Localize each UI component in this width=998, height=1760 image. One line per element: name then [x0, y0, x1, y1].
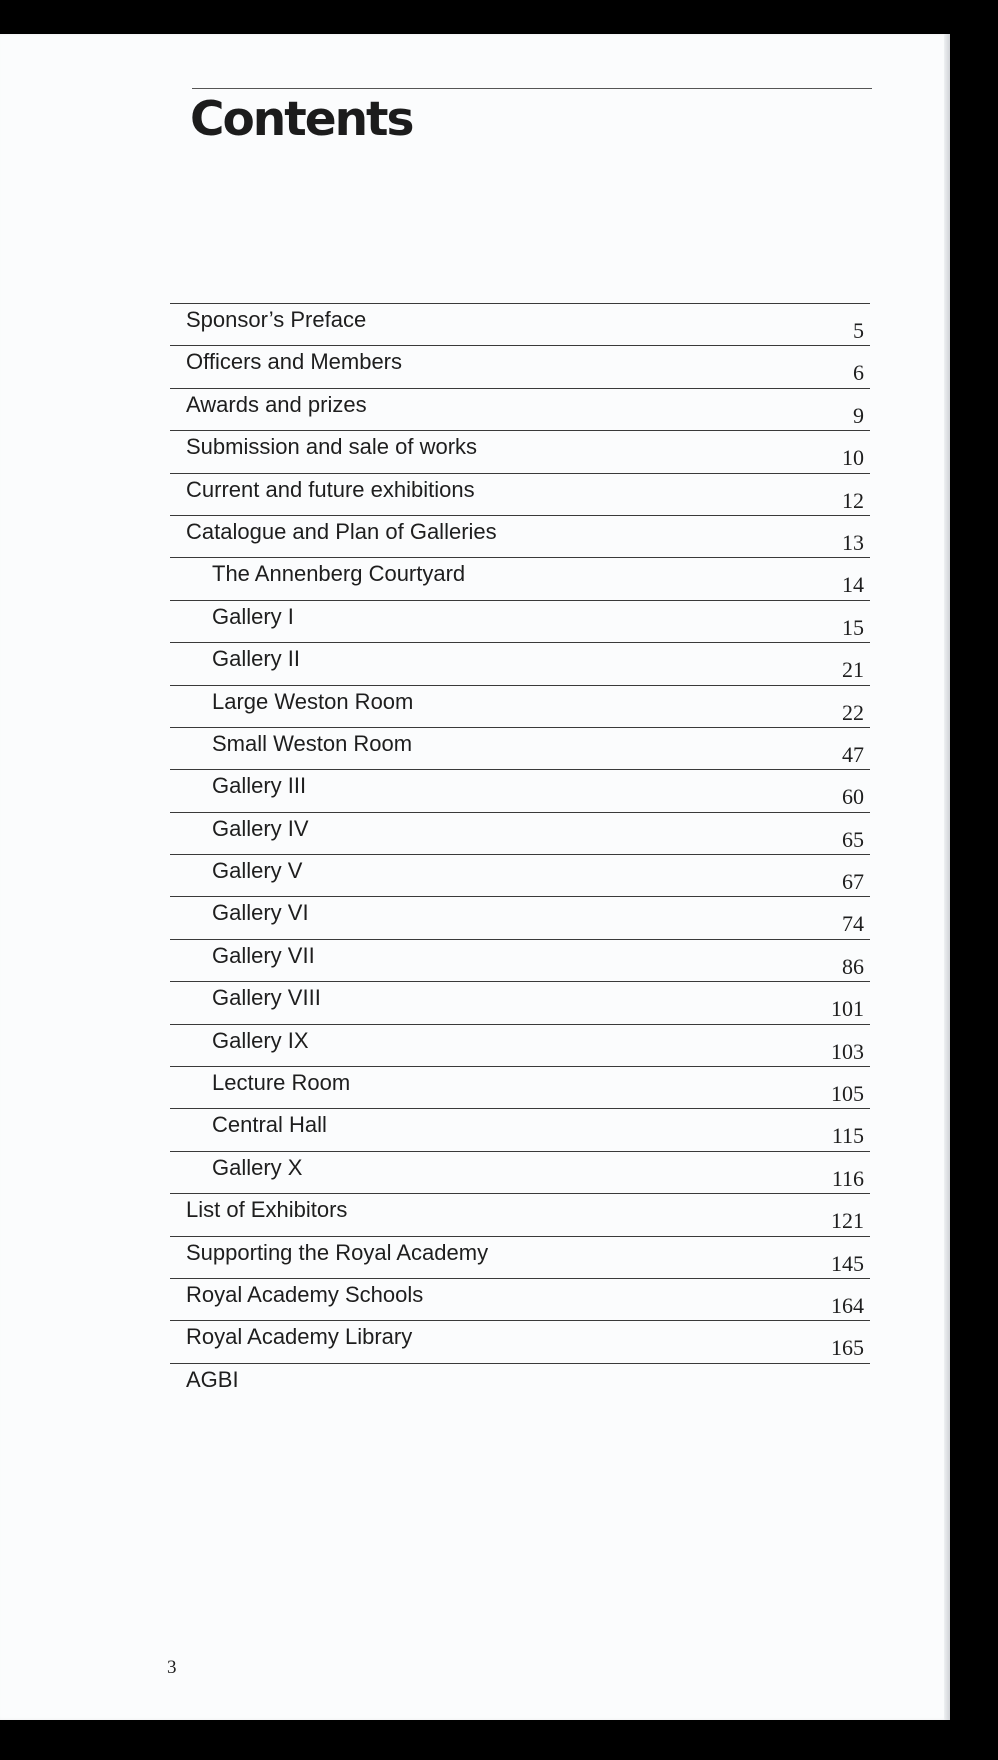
toc-row — [170, 769, 870, 811]
toc-entry-page: 145 — [831, 1250, 864, 1276]
toc-entry-label: Gallery VII — [212, 942, 315, 968]
toc-row — [170, 600, 870, 642]
toc-entry-label: Large Weston Room — [212, 688, 414, 714]
toc-row — [170, 1024, 870, 1066]
toc-entry-page: 13 — [842, 529, 864, 555]
toc-entry-label: Current and future exhibitions — [186, 476, 475, 502]
toc-entry-page: 5 — [853, 318, 864, 343]
toc-entry-label: Royal Academy Schools — [186, 1281, 424, 1307]
toc-entry-label: The Annenberg Courtyard — [212, 561, 466, 587]
toc-entry-page: 12 — [842, 487, 864, 513]
toc-trailing-row — [170, 1363, 870, 1414]
toc-entry-label: Gallery X — [212, 1154, 303, 1180]
toc-entry-page: 14 — [842, 572, 864, 598]
toc-row — [170, 557, 870, 599]
toc-entry-page: 101 — [831, 996, 864, 1022]
page-number: 3 — [167, 1657, 177, 1678]
toc-entry-page: 165 — [831, 1335, 864, 1361]
page-title: Contents — [190, 92, 413, 147]
toc-entry-page: 121 — [831, 1208, 864, 1234]
toc-entry-label: Submission and sale of works — [186, 434, 478, 460]
toc-row — [170, 685, 870, 727]
toc-entry-page: 6 — [853, 360, 864, 386]
toc-row — [170, 727, 870, 769]
toc-entry-label: Officers and Members — [186, 349, 403, 375]
toc-entry-label: Gallery IV — [212, 815, 309, 841]
toc-row — [170, 981, 870, 1023]
toc-entry-page: 105 — [831, 1081, 864, 1107]
toc-entry-page: 164 — [831, 1292, 864, 1318]
toc-entry-label: Supporting the Royal Academy — [186, 1239, 489, 1265]
toc-row — [170, 939, 870, 981]
toc-row — [170, 1066, 870, 1108]
toc-entry-label: Small Weston Room — [212, 730, 413, 756]
toc-entry-label: Gallery VIII — [212, 985, 321, 1011]
toc-row — [170, 1193, 870, 1235]
toc-entry-page: 22 — [842, 699, 864, 725]
toc-entry-page: 65 — [842, 826, 864, 852]
toc-entry-page: 15 — [842, 614, 864, 640]
toc-entry-label: Gallery III — [212, 773, 307, 799]
toc-entry-page: 67 — [842, 869, 864, 895]
toc-entry-label: Central Hall — [212, 1112, 327, 1138]
toc-row — [170, 388, 870, 430]
toc-entry-label: Lecture Room — [212, 1070, 351, 1096]
toc-entry-page: 60 — [842, 784, 864, 810]
toc-entry-page: 86 — [842, 953, 864, 979]
toc-row — [170, 1278, 870, 1320]
toc-row — [170, 430, 870, 472]
toc-entry-label: Sponsor’s Preface — [186, 307, 367, 332]
toc-entry-page: 103 — [831, 1038, 864, 1064]
toc-entry-label: Gallery V — [212, 858, 303, 884]
toc-row — [170, 1236, 870, 1278]
page-edge — [944, 34, 950, 1720]
toc-entry-label: Awards and prizes — [186, 391, 367, 417]
toc-entry-page: 9 — [853, 402, 864, 428]
toc-entry-page: 74 — [842, 911, 864, 937]
toc-entry-page: 115 — [831, 1123, 864, 1149]
table-of-contents — [170, 303, 870, 1414]
toc-entry-label: Catalogue and Plan of Galleries — [186, 518, 497, 544]
toc-row — [170, 896, 870, 938]
toc-row — [170, 345, 870, 387]
toc-entry-label: List of Exhibitors — [186, 1197, 348, 1223]
toc-entry-label: Gallery II — [212, 646, 301, 672]
toc-row — [170, 1151, 870, 1193]
toc-trailing-label: AGBI — [186, 1366, 239, 1392]
toc-entry-page: 116 — [831, 1165, 864, 1191]
toc-entry-label: Gallery IX — [212, 1027, 309, 1053]
toc-entry-label: Gallery I — [212, 603, 294, 629]
title-rule — [192, 88, 872, 89]
toc-entry-page: 47 — [842, 741, 864, 767]
toc-row — [170, 473, 870, 515]
toc-row — [170, 812, 870, 854]
toc-row — [170, 1320, 870, 1362]
toc-entry-page: 21 — [842, 657, 864, 683]
toc-row — [170, 1108, 870, 1150]
toc-row — [170, 854, 870, 896]
toc-row — [170, 642, 870, 684]
toc-row — [170, 515, 870, 557]
toc-row — [170, 303, 870, 345]
toc-entry-page: 10 — [842, 445, 864, 471]
toc-entry-label: Gallery VI — [212, 900, 309, 926]
toc-entry-label: Royal Academy Library — [186, 1324, 413, 1350]
